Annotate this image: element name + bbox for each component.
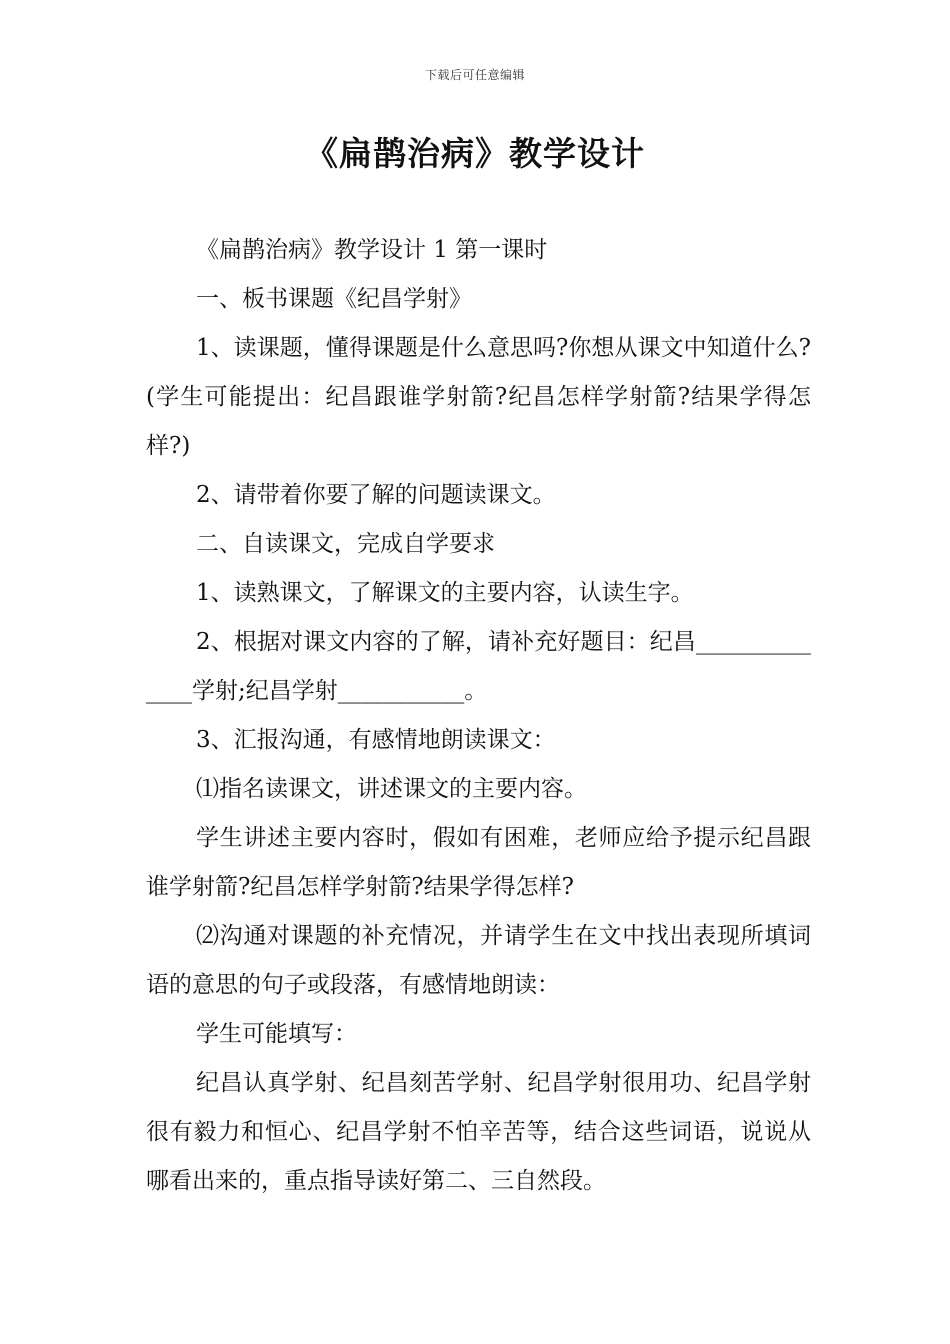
paragraph-fill-blank: 2、根据对课文内容的了解，请补充好题目：纪昌______________学射;纪昌学射___________。 bbox=[146, 629, 811, 704]
paragraph-subitem: ⑵沟通对课题的补充情况，并请学生在文中找出表现所填词语的意思的句子或段落，有感情地朗读： bbox=[146, 923, 811, 998]
paragraph-section-2: 二、自读课文，完成自学要求 bbox=[196, 531, 495, 557]
paragraph-section-1: 一、板书课题《纪昌学射》 bbox=[196, 286, 472, 312]
document-body bbox=[146, 226, 811, 1206]
paragraph-item: 3、汇报沟通，有感情地朗读课文： bbox=[196, 727, 556, 753]
paragraph-text: 学生讲述主要内容时，假如有困难，老师应给予提示纪昌跟谁学射箭?纪昌怎样学射箭?结果学得怎样? bbox=[146, 825, 811, 900]
paragraph-item: 2、请带着你要了解的问题读课文。 bbox=[196, 482, 556, 508]
paragraph-lesson-heading: 《扁鹊治病》教学设计 1 第一课时 bbox=[196, 237, 548, 263]
document-title: 《扁鹊治病》教学设计 bbox=[305, 134, 645, 173]
paragraph-item: 1、读课题，懂得课题是什么意思吗?你想从课文中知道什么?(学生可能提出：纪昌跟谁学射箭?纪昌怎样学射箭?结果学得怎样?) bbox=[146, 335, 811, 459]
paragraph-subitem: ⑴指名读课文，讲述课文的主要内容。 bbox=[196, 776, 587, 802]
paragraph-text: 纪昌认真学射、纪昌刻苦学射、纪昌学射很用功、纪昌学射很有毅力和恒心、纪昌学射不怕辛苦等，结合这些词语，说说从哪看出来的，重点指导读好第二、三自然段。 bbox=[146, 1070, 811, 1194]
paragraph-item: 1、读熟课文，了解课文的主要内容，认读生字。 bbox=[196, 580, 694, 606]
paragraph-text: 学生可能填写： bbox=[196, 1021, 357, 1047]
header-note: 下载后可任意编辑 bbox=[424, 68, 525, 82]
